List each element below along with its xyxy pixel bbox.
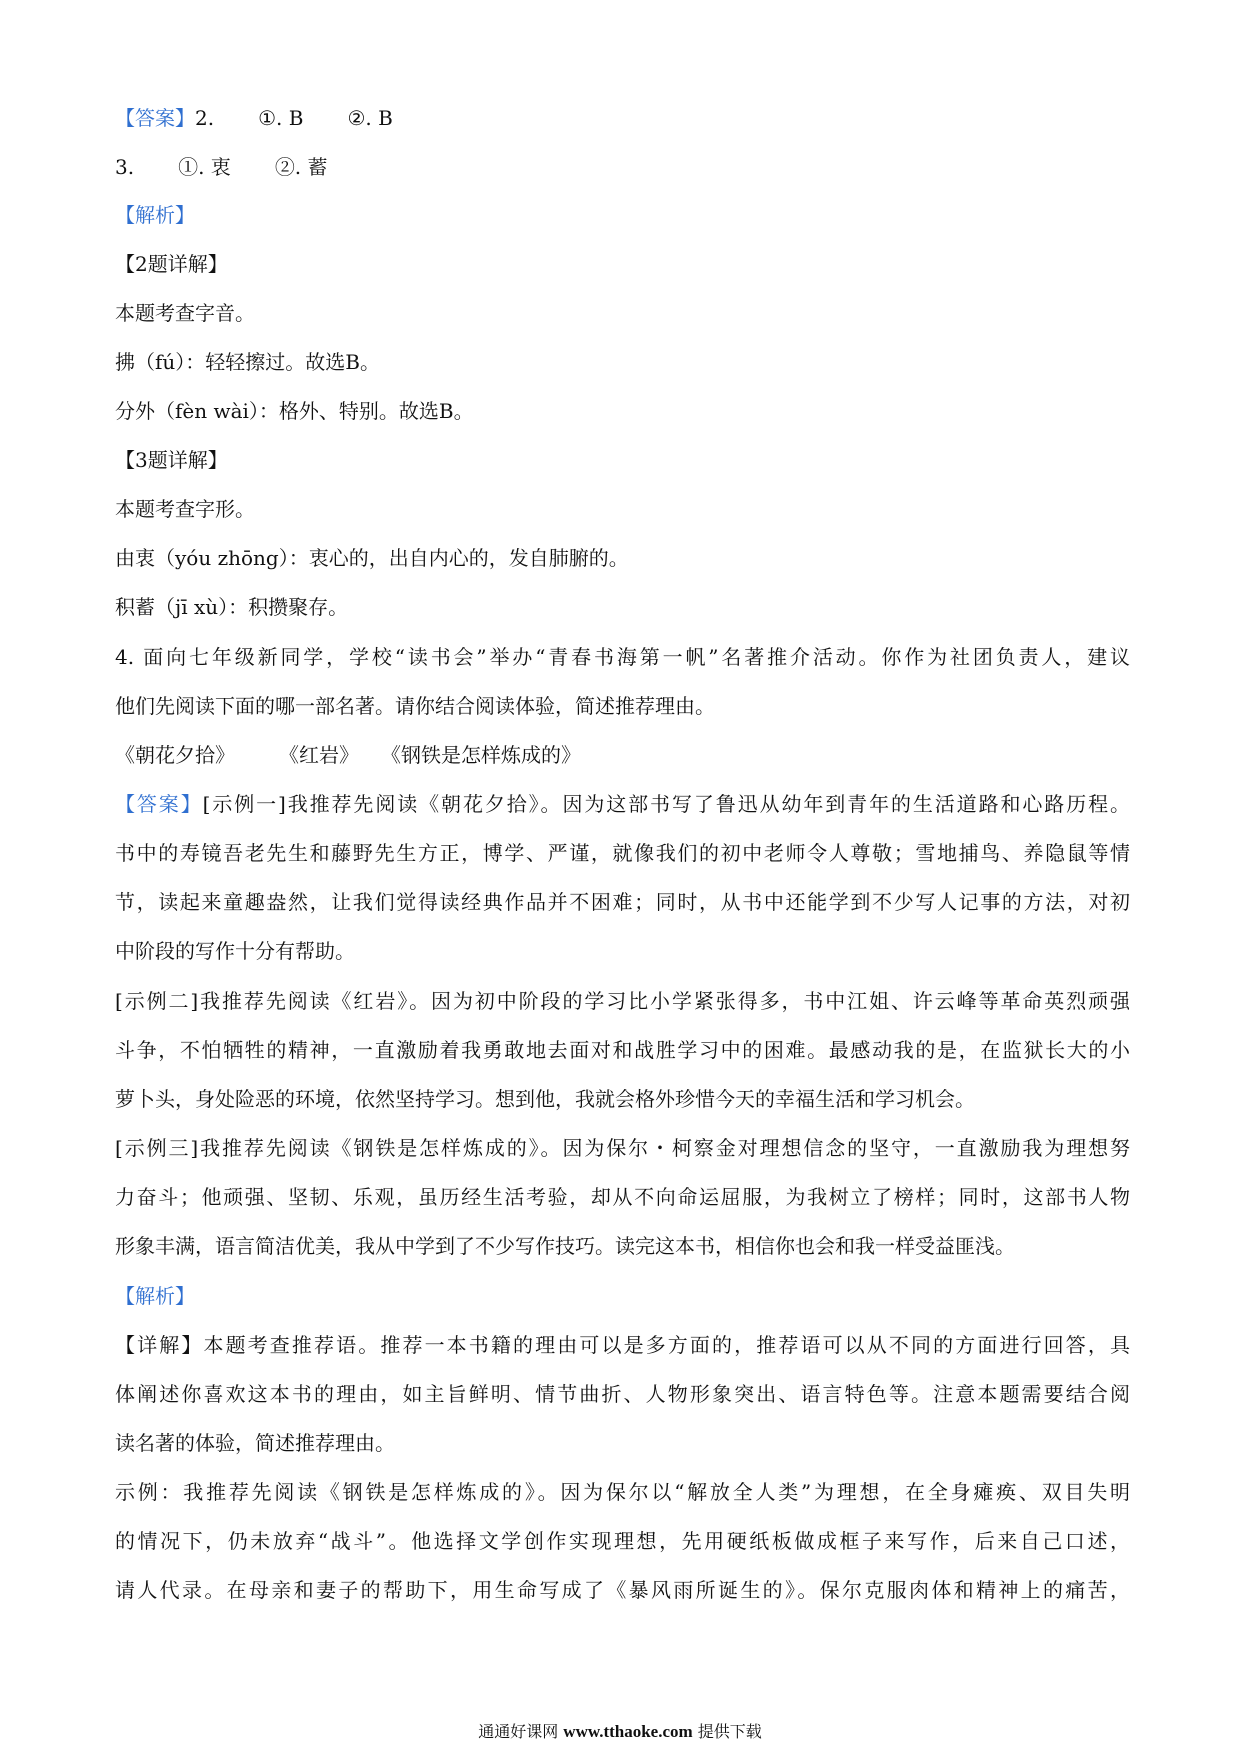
answer-option: ①. B [258,106,304,130]
page-footer [0,1721,1240,1743]
paragraph-line: 节，读起来童趣盎然，让我们觉得读经典作品并不困难；同时，从书中还能学到不少写人记事的方法，对初 [115,890,1130,914]
book-list [115,740,581,770]
paragraph-line: 形象丰满，语言简洁优美，我从中学到了不少写作技巧。读完这本书，相信你也会和我一样受益匪浅。 [115,1234,1015,1258]
answer-option: ②. B [347,106,393,130]
answer-option: ②. 蓄 [274,155,328,179]
paragraph-line: 本题考查字形。 [115,497,255,521]
paragraph-line: 书中的寿镜吾老先生和藤野先生方正，博学、严谨，就像我们的初中老师令人尊敬；雪地捕鸟、养隐鼠等情 [115,841,1130,865]
answer-tag: 【答案】 [115,106,195,130]
answer-example-line [115,789,1130,819]
paragraph-line: 本题考查字音。 [115,301,255,325]
book-title: 《朝花夕拾》 [115,743,235,767]
answer-tag: 【答案】 [115,792,203,816]
question-number: 2. [195,106,215,130]
question-number: 3. [115,155,135,179]
paragraph-line: 积蓄（jī xù）：积攒聚存。 [115,595,349,619]
answer-option: ①. 衷 [178,155,231,179]
paragraph-line: 斗争，不怕牺牲的精神，一直激励着我勇敢地去面对和战胜学习中的困难。最感动我的是，在监狱长大的小 [115,1038,1130,1062]
answer-line-q3 [115,152,328,182]
paragraph-line: 请人代录。在母亲和妻子的帮助下，用生命写成了《暴风雨所诞生的》。保尔克服肉体和精神上的痛苦， [115,1578,1130,1602]
footer-suffix: 提供下载 [697,1722,762,1741]
footer-site-name: 通通好课网 [478,1722,559,1741]
paragraph-line: 中阶段的写作十分有帮助。 [115,939,355,963]
paragraph-line: [示例三]我推荐先阅读《钢铁是怎样炼成的》。因为保尔・柯察金对理想信念的坚守，一直激励我为理想努 [115,1136,1130,1160]
paragraph-line: 拂（fú）：轻轻擦过。故选B。 [115,350,380,374]
paragraph-line: 萝卜头，身处险恶的环境，依然坚持学习。想到他，我就会格外珍惜今天的幸福生活和学习机会。 [115,1087,975,1111]
example-text: [示例一]我推荐先阅读《朝花夕拾》。因为这部书写了鲁迅从幼年到青年的生活道路和心路历程。 [202,792,1130,816]
paragraph-line: [示例二]我推荐先阅读《红岩》。因为初中阶段的学习比小学紧张得多，书中江姐、许云峰等革命英烈顽强 [115,989,1130,1013]
footer-url[interactable]: www.tthaoke.com [563,1722,693,1741]
book-title: 《钢铁是怎样炼成的》 [381,743,581,767]
question-text: 他们先阅读下面的哪一部名著。请你结合阅读体验，简述推荐理由。 [115,694,715,718]
paragraph-line: 力奋斗；他顽强、坚韧、乐观，虽历经生活考验，却从不向命运屈服，为我树立了榜样；同时，这部书人物 [115,1185,1130,1209]
analysis-tag: 【解析】 [115,203,195,227]
detail-tag: 【详解】 [115,1333,204,1357]
paragraph-line: 由衷（yóu zhōng）：衷心的，出自内心的，发自肺腑的。 [115,546,629,570]
paragraph-line: 体阐述你喜欢这本书的理由，如主旨鲜明、情节曲折、人物形象突出、语言特色等。注意本题需要结合阅 [115,1382,1130,1406]
question-text: 4. 面向七年级新同学，学校“读书会”举办“青春书海第一帆”名著推介活动。你作为社团负责人，建议 [115,645,1130,669]
paragraph-line: 的情况下，仍未放弃“战斗”。他选择文学创作实现理想，先用硬纸板做成框子来写作，后来自己口述， [115,1529,1130,1553]
section-heading: 【2题详解】 [115,252,228,276]
detail-line [115,1330,1130,1360]
paragraph-line: 读名著的体验，简述推荐理由。 [115,1431,395,1455]
answer-line-q2 [115,103,393,133]
paragraph-line: 分外（fèn wài）：格外、特别。故选B。 [115,399,474,423]
section-heading: 【3题详解】 [115,448,228,472]
analysis-tag: 【解析】 [115,1284,195,1308]
book-title: 《红岩》 [279,743,359,767]
paragraph-line: 示例：我推荐先阅读《钢铁是怎样炼成的》。因为保尔以“解放全人类”为理想，在全身瘫痪、双目失明 [115,1480,1130,1504]
detail-text: 本题考查推荐语。推荐一本书籍的理由可以是多方面的，推荐语可以从不同的方面进行回答，具 [203,1333,1131,1357]
